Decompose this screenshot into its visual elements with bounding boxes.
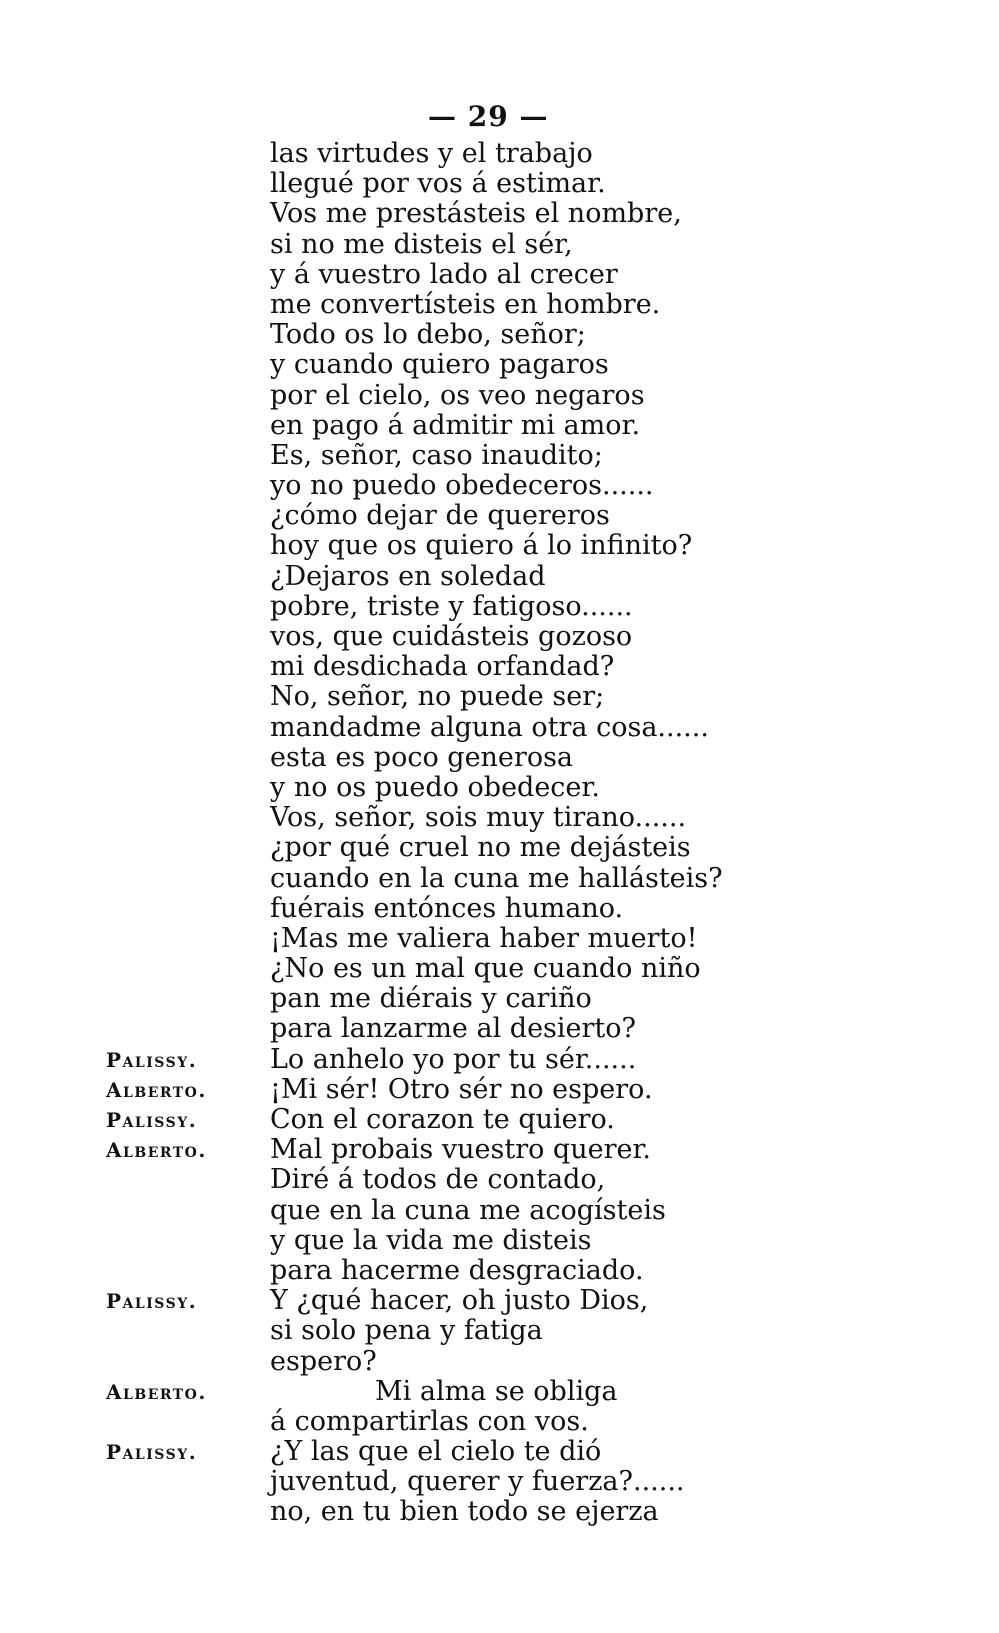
verse-text: si no me disteis el sér, [270, 228, 573, 260]
verse-line [270, 230, 790, 260]
verse-line [270, 290, 790, 320]
verse-line [270, 471, 790, 501]
verse-text: Diré á todos de contado, [270, 1164, 606, 1196]
verse-text: y á vuestro lado al crecer [270, 258, 618, 290]
verse-line [270, 713, 790, 743]
verse-line [270, 1467, 790, 1497]
verse-text: que en la cuna me acogísteis [270, 1194, 666, 1226]
verse-line [106, 1285, 790, 1317]
verse-text: Es, señor, caso inaudito; [270, 439, 603, 471]
verse-line [270, 139, 790, 169]
verse-text: ¿cómo dejar de quereros [270, 500, 610, 532]
verse-line [270, 441, 790, 471]
verse-line [270, 1165, 790, 1195]
verse-line [270, 562, 790, 592]
verse-text: por el cielo, os veo negaros [270, 379, 645, 411]
verse-text: mi desdichada orfandad? [270, 651, 615, 683]
verse-text: en pago á admitir mi amor. [270, 409, 641, 441]
verse-text: ¿No es un mal que cuando niño [270, 953, 701, 985]
verse-line [270, 169, 790, 199]
verse-text: cuando en la cuna me hallásteis? [270, 862, 723, 894]
verse-text: yo no puedo obedeceros...... [270, 470, 654, 502]
verse-line [270, 260, 790, 290]
verse-text: Vos, señor, sois muy tirano...... [270, 802, 687, 834]
verse-line [270, 652, 790, 682]
speaker-name: Palissy. [106, 1108, 198, 1132]
verse-text: llegué por vos á estimar. [270, 168, 606, 200]
verse-line [106, 1104, 790, 1135]
speaker-name: Palissy. [106, 1047, 198, 1072]
verse-line [270, 1407, 790, 1437]
verse-text: Todo os lo debo, señor; [270, 319, 586, 351]
verse-text: Mi alma se obliga [375, 1375, 618, 1407]
verse-text: y que la vida me disteis [270, 1224, 592, 1256]
verse-text: á compartirlas con vos. [270, 1405, 589, 1437]
verse-line [270, 924, 790, 954]
verse-text: no, en tu bien todo se ejerza [270, 1496, 659, 1528]
speaker-name: Palissy. [106, 1289, 198, 1314]
verse-text: Con el corazon te quiero. [270, 1104, 615, 1135]
verse-text: ¡Mi sér! Otro sér no espero. [270, 1073, 653, 1105]
verse-block [106, 138, 790, 1528]
verse-text: pobre, triste y fatigoso...... [270, 590, 633, 622]
verse-line [270, 864, 790, 894]
verse-line [270, 803, 790, 833]
verse-line [106, 1043, 790, 1075]
verse-line [270, 773, 790, 803]
verse-text: Lo anhelo yo por tu sér...... [270, 1043, 637, 1075]
verse-line [270, 350, 790, 380]
verse-line [270, 1256, 790, 1286]
speaker-name: Alberto. [106, 1138, 207, 1163]
verse-line [270, 411, 790, 441]
speaker-name: Alberto. [106, 1077, 207, 1102]
verse-line [106, 1375, 790, 1407]
verse-text: No, señor, no puede ser; [270, 681, 605, 713]
verse-line [270, 1347, 790, 1377]
verse-text: esta es poco generosa [270, 741, 574, 773]
page-number: — 29 — [428, 100, 549, 133]
verse-line [106, 1134, 790, 1166]
verse-text: ¡Mas me valiera haber muerto! [270, 922, 698, 954]
verse-line [270, 592, 790, 622]
verse-text: vos, que cuidásteis gozoso [270, 621, 633, 652]
verse-line [270, 743, 790, 773]
verse-line [270, 682, 790, 712]
verse-line [270, 320, 790, 350]
verse-text: ¿por qué cruel no me dejásteis [270, 832, 691, 864]
verse-line [270, 199, 790, 229]
speaker-name: Alberto. [106, 1379, 207, 1404]
verse-text: espero? [270, 1345, 377, 1377]
verse-line [270, 501, 790, 531]
verse-text: fuérais entónces humano. [270, 892, 624, 924]
verse-line [270, 984, 790, 1014]
speaker-name: Palissy. [106, 1440, 198, 1465]
verse-text: Vos me prestásteis el nombre, [270, 198, 682, 230]
verse-text: hoy que os quiero á lo infinito? [270, 530, 693, 562]
verse-line [270, 1226, 790, 1256]
verse-line [270, 531, 790, 561]
verse-text: para lanzarme al desierto? [270, 1013, 637, 1045]
verse-line [106, 1436, 790, 1468]
verse-text: y cuando quiero pagaros [270, 349, 609, 381]
verse-line [270, 1497, 790, 1527]
verse-text: Y ¿qué hacer, oh justo Dios, [270, 1285, 649, 1317]
verse-line [270, 954, 790, 984]
verse-line [106, 1073, 790, 1105]
verse-text: y no os puedo obedecer. [270, 771, 600, 803]
verse-text: mandadme alguna otra cosa...... [270, 711, 709, 743]
verse-text: para hacerme desgraciado. [270, 1254, 644, 1286]
verse-text: pan me diérais y cariño [270, 983, 592, 1015]
verse-text: ¿Y las que el cielo te dió [270, 1436, 602, 1468]
verse-line [270, 1316, 790, 1346]
verse-text: me convertísteis en hombre. [270, 288, 661, 320]
verse-text: ¿Dejaros en soledad [270, 560, 546, 592]
verse-text: si solo pena y fatiga [270, 1315, 543, 1347]
verse-line [270, 894, 790, 924]
verse-text: juventud, querer y fuerza?...... [270, 1466, 685, 1498]
verse-line [270, 1196, 790, 1226]
verse-line [270, 1014, 790, 1044]
verse-line [270, 622, 790, 652]
verse-line [270, 381, 790, 411]
verse-text: las virtudes y el trabajo [270, 138, 593, 169]
verse-text: Mal probais vuestro querer. [270, 1134, 651, 1166]
verse-line [270, 833, 790, 863]
